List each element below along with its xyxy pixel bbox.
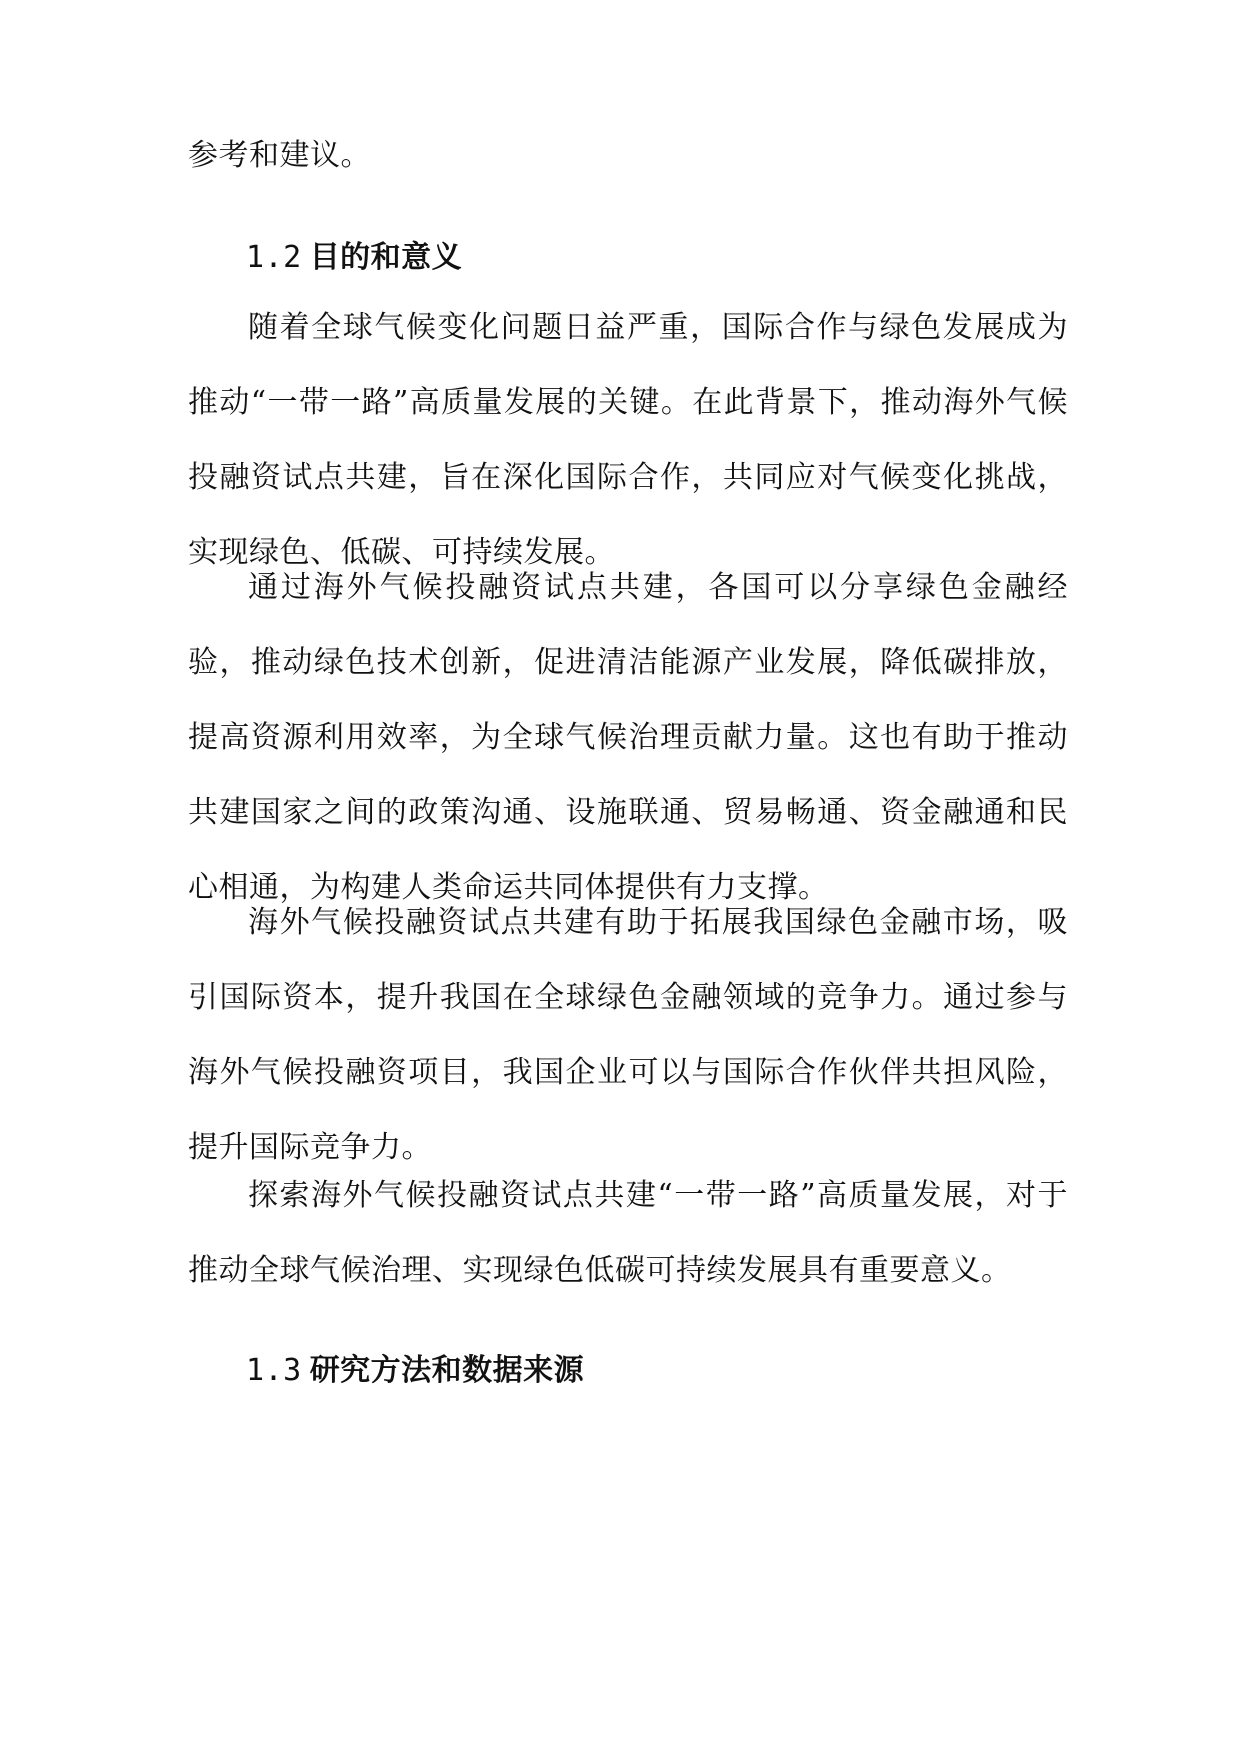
paragraph-background: 随着全球气候变化问题日益严重，国际合作与绿色发展成为推动“一带一路”高质量发展的关键。在此背景下，推动海外气候投融资试点共建，旨在深化国际合作，共同应对气候变化挑战，实现绿色、低碳、可持续发展。 <box>188 310 1068 570</box>
section-heading-1-3 <box>246 1345 584 1389</box>
continuation-paragraph: 参考和建议。 <box>188 138 371 173</box>
section-number: 1.2 <box>246 240 302 275</box>
section-title: 目的和意义 <box>309 240 463 275</box>
paragraph-market: 海外气候投融资试点共建有助于拓展我国绿色金融市场，吸引国际资本，提升我国在全球绿色金融领域的竞争力。通过参与海外气候投融资项目，我国企业可以与国际合作伙伴共担风险，提升国际竞争力。 <box>188 905 1068 1165</box>
section-heading-1-2 <box>246 232 462 276</box>
section-title: 研究方法和数据来源 <box>309 1353 585 1388</box>
paragraph-significance: 探索海外气候投融资试点共建“一带一路”高质量发展，对于推动全球气候治理、实现绿色低碳可持续发展具有重要意义。 <box>188 1178 1068 1288</box>
section-number: 1.3 <box>246 1353 302 1388</box>
paragraph-benefits: 通过海外气候投融资试点共建，各国可以分享绿色金融经验，推动绿色技术创新，促进清洁能源产业发展，降低碳排放，提高资源利用效率，为全球气候治理贡献力量。这也有助于推动共建国家之间的政策沟通、设施联通、贸易畅通、资金融通和民心相通，为构建人类命运共同体提供有力支撑。 <box>188 570 1068 905</box>
